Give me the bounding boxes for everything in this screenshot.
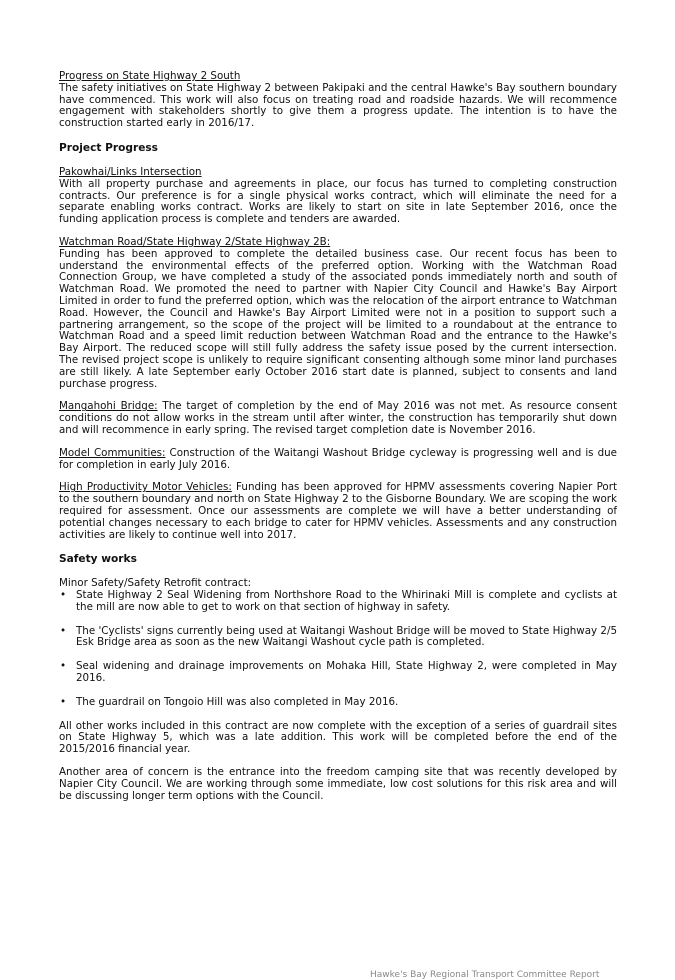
section-title-mangahohi: Mangahohi Bridge: — [59, 400, 158, 413]
section-pakowhai — [59, 167, 617, 226]
section-text-hpmv: Funding has been approved for HPMV assessments covering Napier Port to the southern boundary and north on State Highway 2 to the Gisborne Boundary. We are scoping the work required for assessment. Once our assessments are complete we will have a better understanding of potential changes necessary to each bridge to cater for HPMV vehicles. Assessments and any construction activities are likely to continue well into 2017. — [59, 481, 617, 541]
section-text-mangahohi: The target of completion by the end of May 2016 was not met. As resource consent conditions do not allow works in the stream until after winter, the construction has temporarily shut down and will recommence in early spring. The revised target completion date is November 2016. — [59, 400, 617, 436]
document-body — [59, 71, 617, 813]
list-item — [59, 661, 617, 685]
section-watchman — [59, 237, 617, 390]
list-item-text: The guardrail on Tongoio Hill was also completed in May 2016. — [76, 695, 399, 708]
section-text-model-communities: Construction of the Waitangi Washout Bridge cycleway is progressing well and is due for completion in early July 2016. — [59, 446, 617, 471]
list-item-text: Seal widening and drainage improvements on Mohaka Hill, State Highway 2, were completed in May 2016. — [76, 660, 617, 685]
section-model-communities — [59, 448, 617, 472]
section-text-sh2-south: The safety initiatives on State Highway 2 between Pakipaki and the central Hawke's Bay southern boundary have commenced. This work will also focus on treating road and roadside hazards. We will recommence engagement with stakeholders shortly to give them a progress update. The intention is to have the construction started early in 2016/17. — [59, 81, 617, 130]
section-title-pakowhai: Pakowhai/Links Intersection — [59, 165, 202, 178]
section-title-model-communities: Model Communities: — [59, 446, 166, 459]
section-hpmv — [59, 482, 617, 541]
list-item — [59, 697, 617, 709]
safety-bullet-list — [59, 590, 617, 709]
list-item-text: State Highway 2 Seal Widening from Northshore Road to the Whirinaki Mill is complete and cyclists at the mill are now able to get to work on that section of highway in safety. — [76, 589, 617, 613]
heading-project-progress: Project Progress — [59, 141, 158, 154]
bullet-icon: • — [60, 589, 67, 602]
section-text-watchman: Funding has been approved to complete the detailed business case. Our recent focus has been to understand the environmental effects of the preferred option. Working with the Watchman Road Connection Group, we have completed a study of the associated ponds immediately north and south of Watchman Road. We promoted the need to partner with Napier City Council and Hawke's Bay Airport Limited in order to fund the preferred option, which was the relocation of the airport entrance to Watchman Road. However, the Council and Hawke's Bay Airport Limited were not in a position to support such a partnering arrangement, so the scope of the project will be limited to a roundabout at the entrance to Watchman Road and a speed limit reduction between Watchman Road and the entrance to the Hawke's Bay Airport. The reduced scope will still fully address the safety issue posed by the current intersection. The revised project scope is unlikely to require significant consenting although some minor land purchases are still likely. A late September early October 2016 start date is planned, subject to consents and land purchase progress. — [59, 247, 617, 390]
bullet-icon: • — [60, 660, 67, 673]
section-text-pakowhai: With all property purchase and agreements in place, our focus has turned to completing construction contracts. Our preference is for a single physical works contract, which will eliminate the need for a separate enabling works contract. Works are likely to start on site in late September 2016, once the funding application process is complete and tenders are awarded. — [59, 177, 617, 226]
section-title-sh2-south: Progress on State Highway 2 South — [59, 70, 241, 82]
section-title-hpmv: High Productivity Motor Vehicles: — [59, 481, 232, 494]
section-title-watchman: Watchman Road/State Highway 2/State Highway 2B: — [59, 235, 331, 248]
section-mangahohi — [59, 401, 617, 436]
page-footer: Hawke's Bay Regional Transport Committee Report — [370, 970, 600, 980]
list-item — [59, 590, 617, 614]
heading-safety-works: Safety works — [59, 553, 137, 566]
safety-paragraph-2: Another area of concern is the entrance into the freedom camping site that was recently developed by Napier City Council. We are working through some immediate, low cost solutions for this risk area and will be discussing longer term options with the Council. — [59, 766, 617, 802]
safety-intro: Minor Safety/Safety Retrofit contract: — [59, 577, 252, 590]
safety-paragraph-1: All other works included in this contract are now complete with the exception of a series of guardrail sites on State Highway 5, which was a late addition. This work will be completed before the end of the 2015/2016 financial year. — [59, 719, 617, 756]
section-sh2-south — [59, 71, 617, 130]
bullet-icon: • — [60, 695, 67, 708]
list-item — [59, 626, 617, 650]
list-item-text: The 'Cyclists' signs currently being used at Waitangi Washout Bridge will be moved to State Highway 2/5 Esk Bridge area as soon as the new Waitangi Washout cycle path is completed. — [76, 624, 617, 649]
bullet-icon: • — [60, 624, 67, 637]
